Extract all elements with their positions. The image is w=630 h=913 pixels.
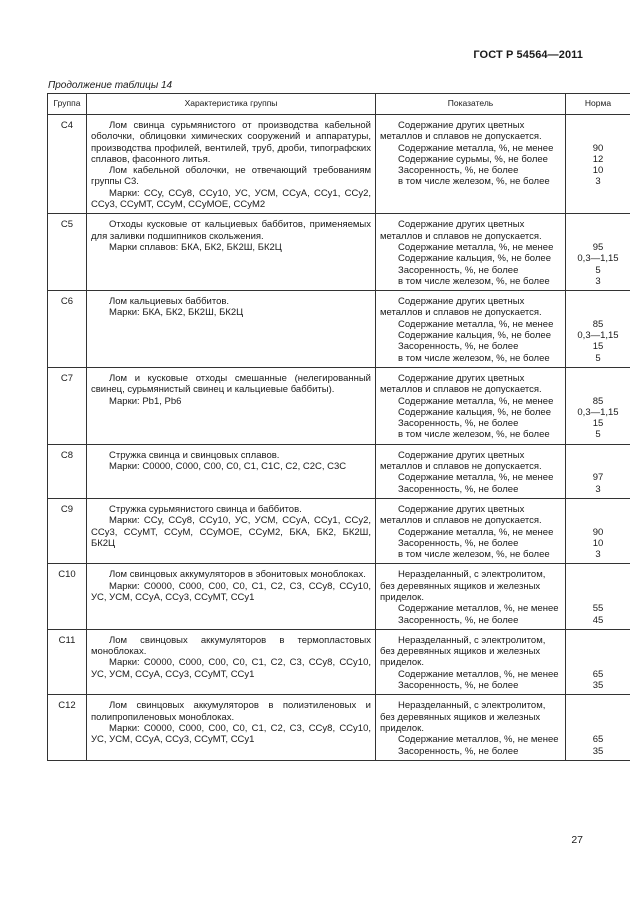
column-header-indicator: Показатель bbox=[376, 94, 566, 115]
norm-value: 35 bbox=[592, 745, 604, 757]
norm-value: 5 bbox=[595, 352, 601, 364]
norm-value: 85 bbox=[592, 318, 604, 330]
indicator-line: Неразделанный, с электролитом, без деревянных ящиков и железных приделок. bbox=[380, 569, 546, 603]
characteristic-paragraph: Марки: ССу, ССу8, ССу10, УС, УСМ, ССуА, ССу1, ССу2, ССу3, ССуМТ, ССуМ, ССуМОЕ, ССуМ2 bbox=[91, 187, 371, 211]
indicator-line: Содержание других цветных металлов и сплавов не допускается. bbox=[380, 372, 542, 396]
characteristic-paragraph: Марки сплавов: БКА, БК2, БК2Ш, БК2Ц bbox=[109, 241, 282, 253]
indicator-line: Содержание других цветных металлов и сплавов не допускается. bbox=[380, 449, 542, 473]
norm-value: 90 bbox=[592, 142, 604, 154]
norm-value: 35 bbox=[592, 680, 604, 692]
norm-value: 3 bbox=[595, 275, 601, 287]
indicator-list bbox=[376, 291, 566, 368]
group-characteristic bbox=[87, 214, 376, 291]
characteristic-paragraph: Лом свинца сурьмянистого от производства кабельной оболочки, облицовки химических сооружений и аппаратуры, производства профилей, вентилей, труб, дроби, типографских сплавов, фасонного литья. bbox=[91, 120, 371, 165]
column-header-group: Группа bbox=[48, 94, 87, 115]
table-row bbox=[48, 214, 630, 291]
norm-values bbox=[566, 214, 630, 291]
group-code: С5 bbox=[48, 214, 87, 291]
group-code: С4 bbox=[48, 115, 87, 214]
table-row bbox=[48, 115, 630, 214]
indicator-line: Содержание металла, %, не менее bbox=[398, 526, 554, 538]
table-row bbox=[48, 564, 630, 629]
characteristic-paragraph: Стружка сурьмянистого свинца и баббитов. bbox=[109, 503, 302, 515]
page-number: 27 bbox=[571, 834, 583, 846]
indicator-line: Засоренность, %, не более bbox=[398, 418, 519, 430]
group-code: С7 bbox=[48, 367, 87, 444]
norm-value: 10 bbox=[592, 165, 604, 177]
norm-value: 3 bbox=[595, 483, 601, 495]
indicator-list bbox=[376, 444, 566, 498]
norm-value: 3 bbox=[595, 176, 601, 188]
indicator-list bbox=[376, 564, 566, 629]
indicator-list bbox=[376, 695, 566, 760]
indicator-line: в том числе железом, %, не более bbox=[398, 429, 550, 441]
indicator-line: Содержание других цветных металлов и сплавов не допускается. bbox=[380, 219, 542, 242]
norm-values bbox=[566, 444, 630, 498]
indicator-line: Содержание кальция, %, не более bbox=[398, 330, 551, 342]
group-characteristic bbox=[87, 115, 376, 214]
norm-value bbox=[568, 712, 628, 723]
norm-value: 15 bbox=[592, 341, 604, 353]
indicator-line: Содержание металлов, %, не менее bbox=[398, 668, 559, 680]
norm-value: 65 bbox=[592, 734, 604, 746]
group-code: С11 bbox=[48, 629, 87, 694]
group-characteristic bbox=[87, 444, 376, 498]
indicator-line: Засоренность, %, не более bbox=[398, 614, 519, 626]
group-characteristic bbox=[87, 291, 376, 368]
norm-value: 5 bbox=[595, 429, 601, 441]
norm-value: 12 bbox=[592, 153, 604, 165]
indicator-list bbox=[376, 367, 566, 444]
norm-value: 65 bbox=[592, 668, 604, 680]
indicator-line: Засоренность, %, не более bbox=[398, 165, 519, 177]
indicator-line: Неразделанный, с электролитом, без деревянных ящиков и железных приделок. bbox=[380, 700, 546, 734]
indicator-line: Содержание металла, %, не менее bbox=[398, 241, 554, 253]
indicator-line: Содержание других цветных металлов и сплавов не допускается. bbox=[380, 296, 542, 319]
norm-value bbox=[568, 581, 628, 592]
norm-values bbox=[566, 695, 630, 760]
indicator-line: Содержание сурьмы, %, не более bbox=[398, 153, 548, 165]
table-header-row bbox=[48, 94, 630, 115]
table-continuation-caption: Продолжение таблицы 14 bbox=[48, 80, 173, 91]
indicator-line: в том числе железом, %, не более bbox=[398, 176, 550, 188]
norm-value bbox=[568, 646, 628, 657]
indicator-list bbox=[376, 498, 566, 563]
indicator-line: Засоренность, %, не более bbox=[398, 264, 519, 276]
norm-value: 10 bbox=[592, 537, 604, 549]
characteristic-paragraph: Лом кальциевых баббитов. bbox=[109, 296, 230, 308]
norm-value bbox=[568, 461, 628, 472]
indicator-line: Содержание металла, %, не менее bbox=[398, 472, 554, 484]
norm-value: 15 bbox=[592, 418, 604, 430]
norm-value bbox=[568, 373, 628, 384]
table-row bbox=[48, 367, 630, 444]
indicator-list bbox=[376, 115, 566, 214]
table-row bbox=[48, 444, 630, 498]
norm-values bbox=[566, 367, 630, 444]
norm-value: 55 bbox=[592, 603, 604, 615]
characteristic-paragraph: Марки: С0000, С000, С00, С0, С1, С2, С3, ССу8, ССу10, УС, УСМ, ССуА, ССу3, ССуМТ, ССу1 bbox=[91, 580, 371, 603]
indicator-line: Содержание металла, %, не менее bbox=[398, 142, 554, 154]
indicator-line: Засоренность, %, не более bbox=[398, 341, 519, 353]
characteristic-paragraph: Марки: БКА, БК2, БК2Ш, БК2Ц bbox=[109, 307, 244, 319]
indicator-list bbox=[376, 214, 566, 291]
group-characteristic bbox=[87, 367, 376, 444]
norm-values bbox=[566, 498, 630, 563]
norm-values bbox=[566, 291, 630, 368]
norm-values bbox=[566, 115, 630, 214]
norm-value bbox=[568, 569, 628, 580]
indicator-line: в том числе железом, %, не более bbox=[398, 352, 550, 364]
norm-value: 45 bbox=[592, 614, 604, 626]
norm-value: 0,3—1,15 bbox=[577, 253, 619, 265]
norm-value bbox=[568, 131, 628, 142]
group-characteristic bbox=[87, 564, 376, 629]
norm-value: 97 bbox=[592, 472, 604, 484]
indicator-line: Засоренность, %, не более bbox=[398, 745, 519, 757]
norm-value bbox=[568, 450, 628, 461]
indicator-line: Содержание металла, %, не менее bbox=[398, 318, 554, 330]
norm-value: 85 bbox=[592, 395, 604, 407]
indicator-list bbox=[376, 629, 566, 694]
table-row bbox=[48, 291, 630, 368]
norm-value bbox=[568, 723, 628, 734]
norm-value: 3 bbox=[595, 549, 601, 561]
characteristic-paragraph: Лом свинцовых аккумуляторов в полиэтиленовых и полипропиленовых моноблоках. bbox=[91, 700, 371, 723]
norm-values bbox=[566, 564, 630, 629]
characteristic-paragraph: Лом и кусковые отходы смешанные (нелегированный свинец, сурьмянистый свинец и кальциевые баббиты). bbox=[91, 372, 371, 396]
characteristic-paragraph: Марки: ССу, ССу8, ССу10, УС, УСМ, ССуА, ССу1, ССу2, ССу3, ССуМТ, ССуМ, ССуМОЕ, ССуМ2, БКА, БК2, БК2Ш, БК2Ц bbox=[91, 515, 371, 549]
table-14 bbox=[47, 93, 630, 761]
group-code: С10 bbox=[48, 564, 87, 629]
indicator-line: в том числе железом, %, не более bbox=[398, 275, 550, 287]
group-characteristic bbox=[87, 695, 376, 760]
table-row bbox=[48, 629, 630, 694]
indicator-line: в том числе железом, %, не более bbox=[398, 549, 550, 561]
indicator-line: Содержание других цветных металлов и сплавов не допускается. bbox=[380, 503, 542, 527]
norm-value bbox=[568, 296, 628, 307]
norm-value: 5 bbox=[595, 264, 601, 276]
norm-value bbox=[568, 307, 628, 318]
characteristic-paragraph: Марки: С0000, С000, С00, С0, С1, С2, С3, ССу8, ССу10, УС, УСМ, ССуА, ССу3, ССуМТ, ССу1 bbox=[91, 722, 371, 746]
norm-value: 0,3—1,15 bbox=[577, 330, 619, 342]
norm-values bbox=[566, 629, 630, 694]
table-row bbox=[48, 498, 630, 563]
norm-value bbox=[568, 231, 628, 242]
norm-value: 0,3—1,15 bbox=[577, 406, 619, 418]
characteristic-paragraph: Марки: С0000, С000, С00, С0, С1, С1С, С2, С2С, С3С bbox=[109, 461, 347, 473]
norm-value bbox=[568, 657, 628, 668]
group-characteristic bbox=[87, 498, 376, 563]
group-code: С8 bbox=[48, 444, 87, 498]
group-code: С12 bbox=[48, 695, 87, 760]
indicator-line: Содержание металла, %, не менее bbox=[398, 395, 554, 407]
column-header-characteristic: Характеристика группы bbox=[87, 94, 376, 115]
norm-value bbox=[568, 504, 628, 515]
characteristic-paragraph: Отходы кусковые от кальциевых баббитов, применяемых для заливки подшипников скольжения. bbox=[91, 219, 371, 242]
characteristic-paragraph: Марки: Рb1, Рb6 bbox=[109, 395, 182, 407]
indicator-line: Содержание кальция, %, не более bbox=[398, 253, 551, 265]
norm-value bbox=[568, 515, 628, 526]
group-code: С6 bbox=[48, 291, 87, 368]
indicator-line: Содержание кальция, %, не более bbox=[398, 406, 551, 418]
indicator-line: Засоренность, %, не более bbox=[398, 680, 519, 692]
indicator-line: Содержание металлов, %, не менее bbox=[398, 734, 559, 746]
characteristic-paragraph: Лом свинцовых аккумуляторов в термопластовых моноблоках. bbox=[91, 634, 371, 658]
indicator-line: Содержание других цветных металлов и сплавов не допускается. bbox=[380, 120, 542, 143]
group-characteristic bbox=[87, 629, 376, 694]
norm-value: 90 bbox=[592, 526, 604, 538]
norm-value bbox=[568, 120, 628, 131]
indicator-line: Неразделанный, с электролитом, без деревянных ящиков и железных приделок. bbox=[380, 634, 546, 669]
document-standard-code: ГОСТ Р 54564—2011 bbox=[473, 49, 583, 61]
norm-value bbox=[568, 219, 628, 230]
characteristic-paragraph: Лом кабельной оболочки, не отвечающий требованиям группы С3. bbox=[91, 165, 371, 188]
characteristic-paragraph: Стружка свинца и свинцовых сплавов. bbox=[109, 449, 280, 461]
indicator-line: Засоренность, %, не более bbox=[398, 537, 519, 549]
indicator-line: Содержание металлов, %, не менее bbox=[398, 603, 559, 615]
group-code: С9 bbox=[48, 498, 87, 563]
characteristic-paragraph: Лом свинцовых аккумуляторов в эбонитовых моноблоках. bbox=[109, 569, 366, 581]
column-header-norm: Норма bbox=[566, 94, 630, 115]
table-row bbox=[48, 695, 630, 760]
norm-value: 95 bbox=[592, 241, 604, 253]
norm-value bbox=[568, 384, 628, 395]
characteristic-paragraph: Марки: С0000, С000, С00, С0, С1, С2, С3, ССу8, ССу10, УС, УСМ, ССуА, ССу3, ССуМТ, ССу1 bbox=[91, 657, 371, 680]
indicator-line: Засоренность, %, не более bbox=[398, 483, 519, 495]
norm-value bbox=[568, 700, 628, 711]
norm-value bbox=[568, 592, 628, 603]
norm-value bbox=[568, 635, 628, 646]
